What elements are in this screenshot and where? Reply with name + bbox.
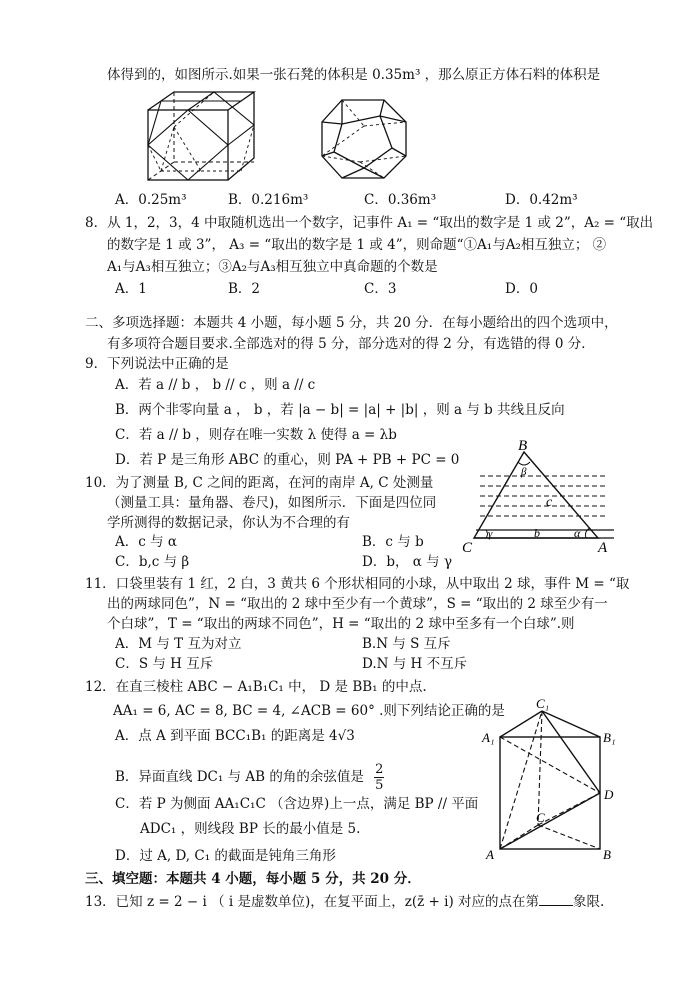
- q10-option-d: D．b， α 与 γ: [362, 554, 453, 570]
- q13-line: [85, 893, 604, 911]
- q12-fraction-denominator: 5: [375, 778, 384, 793]
- q10-label-c-point: C: [462, 540, 473, 556]
- q10-label-alpha: α: [574, 526, 581, 540]
- q7-cube-figure: [140, 88, 258, 182]
- q7-option-d: D．0.42m³: [505, 192, 578, 208]
- q11-line-1: 11．口袋里装有 1 红，2 白，3 黄共 6 个形状相同的小球，从中取出 2 球，事件 M = “取: [85, 576, 630, 592]
- q8-option-a: A．1: [115, 281, 147, 297]
- q12-fraction-numerator: 2: [375, 762, 384, 777]
- q12-label-a: A: [486, 847, 494, 862]
- q8-option-b: B．2: [228, 281, 261, 297]
- q12-line-2: AA₁ = 6, AC = 8, BC = 4, ∠ACB = 60° .则下列结论正确的是: [113, 703, 505, 719]
- q12-label-c1: C₁: [536, 697, 550, 711]
- q10-label-b-point: B: [518, 438, 528, 454]
- q13-answer-blank: [539, 893, 573, 906]
- q7-option-b: B．0.216m³: [228, 192, 309, 208]
- q10-label-a-point: A: [598, 540, 608, 556]
- q8-line-2: 的数字是 1 或 3”， A₃ = “取出的数字是 1 或 4”，则命题“①A₁与A₂相互独立； ②: [107, 237, 607, 253]
- section-2-header-line-1: 二、多项选择题：本题共 4 小题，每小题 5 分，共 20 分．在每小题给出的四个选项中，: [85, 315, 618, 331]
- q9-option-b: B．两个非零向量 a ， b ，若 |a − b| = |a| + |b| ，则 a 与 b 共线且反向: [115, 402, 565, 418]
- prism-front-face: [500, 737, 600, 849]
- q12-line-1: 12．在直三棱柱 ABC − A₁B₁C₁ 中， D 是 BB₁ 的中点.: [85, 679, 427, 695]
- q10-label-c-side: c: [546, 495, 553, 510]
- q10-line-3: 学所测得的数据记录，你认为不合理的有: [107, 515, 350, 531]
- q12-label-b1: B₁: [603, 730, 616, 745]
- q7-intro: 体得到的，如图所示.如果一张石凳的体积是 0.35m³ ，那么原正方体石料的体积是: [107, 67, 601, 83]
- cube-front-face: [148, 110, 228, 180]
- q9-option-c: C．若 a // b ，则存在唯一实数 λ 使得 a = λb: [115, 427, 397, 443]
- q11-option-d: D.N 与 H 不互斥: [362, 656, 468, 672]
- q13-text-after-blank: 象限.: [573, 894, 605, 910]
- q7-cuboctahedron-figure: [320, 96, 410, 182]
- q9-option-d: D．若 P 是三角形 ABC 的重心，则 PA + PB + PC = 0: [115, 452, 460, 468]
- q10-label-gamma: γ: [488, 528, 493, 540]
- q12-prism-figure: [480, 697, 630, 865]
- q12-label-c: C: [536, 810, 545, 825]
- cube-right-edges: [228, 92, 254, 180]
- q12-option-c-line-2: ADC₁ ，则线段 BP 长的最小值是 5.: [140, 821, 361, 837]
- q7-option-c: C．0.36m³: [364, 192, 437, 208]
- q11-option-a: A．M 与 T 互为对立: [115, 636, 242, 652]
- q10-label-b-side: b: [534, 526, 540, 540]
- q12-option-d: D．过 A, D, C₁ 的截面是钝角三角形: [115, 848, 336, 864]
- q11-option-c: C．S 与 H 互斥: [115, 656, 214, 672]
- q11-line-2: 出的两球同色”，N = “取出的 2 球中至少有一个黄球”，S = “取出的 2 球至少有一: [107, 596, 608, 612]
- q8-option-d: D．0: [505, 281, 538, 297]
- q9-option-a: A．若 a // b ， b // c ，则 a // c: [115, 377, 316, 393]
- q9-stem: 9．下列说法中正确的是: [85, 356, 229, 372]
- q10-option-c: C．b,c 与 β: [115, 554, 190, 570]
- section-2-header-line-2: 有多项符合题目要求.全部选对的得 5 分，部分选对的得 2 分，有选错的得 0 分．: [107, 336, 595, 352]
- q11-line-3: 个白球”，T = “取出的两球不同色”，H = “取出的 2 球中至多有一个白球”.则: [107, 616, 575, 632]
- q12-option-b: [115, 762, 384, 793]
- q12-label-d: D: [604, 787, 614, 802]
- q7-option-a: A．0.25m³: [115, 192, 187, 208]
- q12-option-b-fraction: [374, 762, 384, 793]
- q13-text-before-blank: 13．已知 z = 2 − i （ i 是虚数单位)，在复平面上，z(z̄ + i) 对应的点在第: [85, 894, 539, 910]
- q12-option-a: A．点 A 到平面 BCC₁B₁ 的距离是 4√3: [115, 728, 355, 744]
- q12-option-b-text: B．异面直线 DC₁ 与 AB 的角的余弦值是: [115, 769, 364, 785]
- q8-option-c: C．3: [364, 281, 397, 297]
- q8-line-3: A₁与A₃相互独立；③A₂与A₃相互独立中真命题的个数是: [107, 259, 438, 275]
- q10-label-beta: β: [521, 466, 527, 478]
- q10-river-figure: [458, 438, 618, 556]
- q8-line-1: 8．从 1，2，3，4 中取随机选出一个数字，记事件 A₁ = “取出的数字是 1 或 2”，A₂ = “取出: [85, 215, 654, 231]
- q12-label-a1: A₁: [482, 730, 495, 745]
- q10-option-a: A．c 与 α: [115, 534, 178, 550]
- q12-label-b: B: [603, 847, 611, 862]
- q10-line-2: （测量工具：量角器、卷尺)，如图所示．下面是四位同: [107, 495, 437, 511]
- q10-line-1: 10．为了测量 B, C 之间的距离，在河的南岸 A, C 处测量: [85, 475, 434, 491]
- q11-option-b: B.N 与 S 互斥: [362, 636, 451, 652]
- q12-option-c-line-1: C．若 P 为侧面 AA₁C₁C （含边界)上一点，满足 BP // 平面: [115, 796, 479, 812]
- q10-option-b: B．c 与 b: [362, 534, 424, 550]
- section-3-header: 三、填空题：本题共 4 小题，每小题 5 分，共 20 分．: [85, 871, 421, 887]
